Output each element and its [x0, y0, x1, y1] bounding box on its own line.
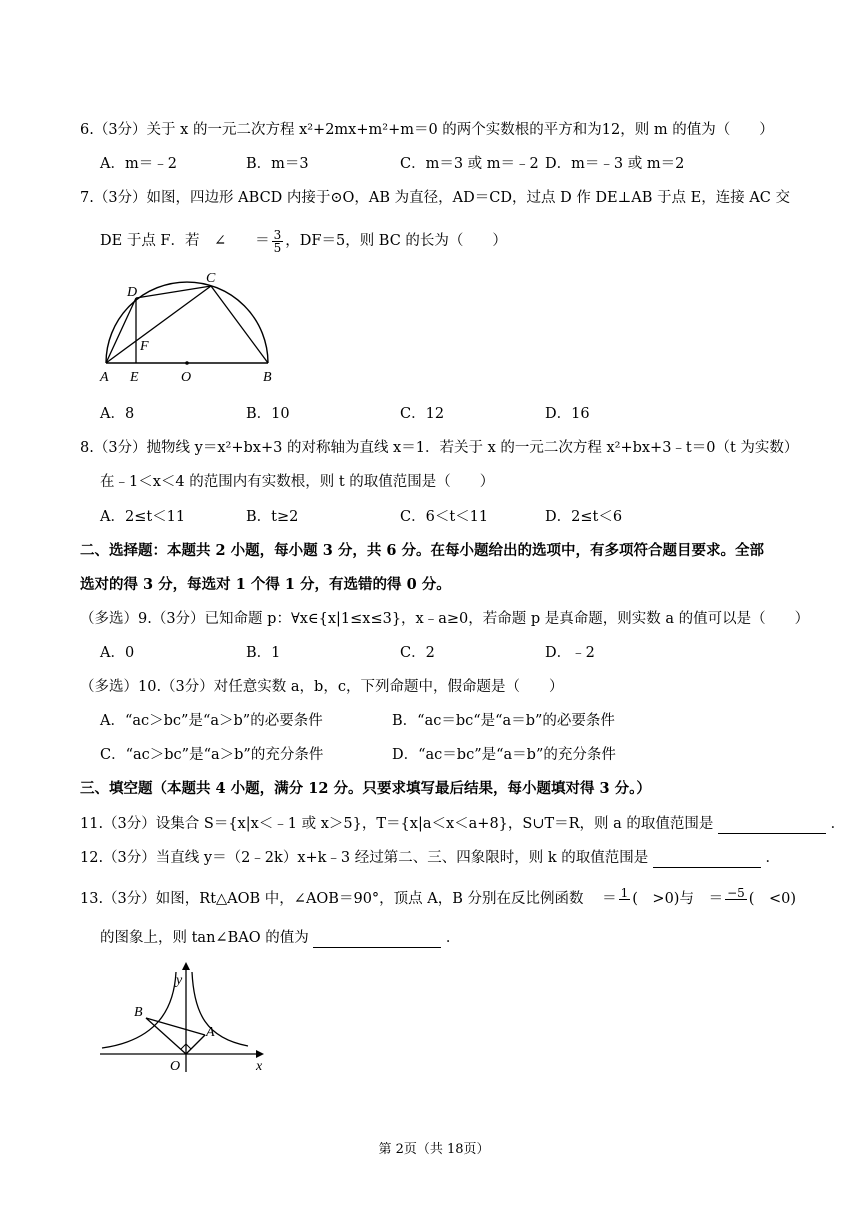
q7-option-d: D．16 [545, 406, 590, 422]
q13-stem-line2: 的图象上，则 tan∠BAO 的值为 [100, 930, 309, 946]
q9-option-b: B．1 [246, 645, 281, 661]
q9-stem: （多选）9.（3分）已知命题 p：∀x∈{x|1≤x≤3}，x﹣a≥0，若命题 p 是真命题，则实数 a 的值可以是（ ） [80, 611, 810, 627]
q13-fraction-1: 1 [620, 885, 629, 900]
q11-line [80, 814, 845, 834]
q13-eq1-lhs: ＝ [602, 891, 617, 907]
q6-option-d: D．m＝﹣3 或 m＝2 [545, 156, 685, 172]
q8-stem-line2: 在﹣1＜x＜4 的范围内有实数根，则 t 的取值范围是（ ） [100, 474, 495, 490]
q7-label-b: B [263, 370, 272, 385]
q7-stem-line1: 7.（3分）如图，四边形 ABCD 内接于⊙O，AB 为直径，AD＝CD，过点 D 作 DE⊥AB 于点 E，连接 AC 交 [80, 190, 790, 206]
q13-f2-tail: ( <0) [748, 891, 796, 907]
q13-label-a: A [206, 1025, 215, 1040]
q7-option-c: C．12 [400, 406, 445, 422]
q6-option-c: C．m＝3 或 m＝﹣2 [400, 156, 539, 172]
q12-tail: ． [765, 850, 780, 866]
q6-option-b: B．m＝3 [246, 156, 309, 172]
q11-tail: ． [830, 816, 846, 832]
q13-stem-line1 [80, 886, 796, 912]
q8-option-c: C．6＜t＜11 [400, 509, 489, 525]
q13-stem-line2-row [100, 928, 460, 948]
q6-stem: 6.（3分）关于 x 的一元二次方程 x²+2mx+m²+m＝0 的两个实数根的平方和为12，则 m 的值为（ ） [80, 122, 774, 138]
q13-f1-tail: ( >0)与 [632, 891, 694, 907]
q10-option-a: A．“ac＞bc”是“a＞b”的必要条件 [100, 713, 323, 729]
q13-answer-blank[interactable] [313, 933, 441, 948]
q12-answer-blank[interactable] [653, 853, 761, 868]
q10-option-b: B．“ac＝bc“是“a＝b”的必要条件 [392, 713, 615, 729]
section2-heading-line1: 二、选择题：本题共 2 小题，每小题 3 分，共 6 分。在每小题给出的选项中，有多项符合题目要求。全部 [80, 542, 765, 559]
q9-option-c: C．2 [400, 645, 435, 661]
q7-stem-line2-b: ，DF＝5，则 BC 的长为（ ） [285, 233, 507, 249]
q12-line [80, 848, 780, 868]
q7-option-a: A．8 [100, 406, 135, 422]
q7-stem-line2-a: DE 于点 F．若 ∠ ＝ [100, 233, 270, 249]
q11-answer-blank[interactable] [718, 819, 826, 834]
section2-heading-line2: 选对的得 3 分，每选对 1 个得 1 分，有选错的得 0 分。 [80, 576, 451, 593]
q10-stem: （多选）10.（3分）对任意实数 a，b，c，下列命题中，假命题是（ ） [80, 679, 564, 695]
q8-option-a: A．2≤t＜11 [100, 509, 186, 525]
q10-option-d: D．“ac＝bc”是“a＝b”的充分条件 [392, 747, 616, 763]
q13-label-o: O [170, 1059, 181, 1074]
q7-fraction: $\frac{3}{5}$ [273, 227, 282, 255]
q7-figure [96, 265, 286, 390]
q9-option-d: D．﹣2 [545, 645, 595, 661]
q7-label-f: F [140, 339, 149, 354]
q13-eq2-lhs: ＝ [708, 891, 724, 907]
q7-label-o: O [181, 370, 192, 385]
q6-option-a: A．m＝﹣2 [100, 156, 177, 172]
q13-label-x: x [256, 1059, 263, 1074]
q13-fraction-2: −5 [727, 885, 745, 900]
q12-stem: 12.（3分）当直线 y＝（2﹣2k）x+k﹣3 经过第二、三、四象限时，则 k 的取值范围是 [80, 850, 649, 866]
q8-option-d: D．2≤t＜6 [545, 509, 623, 525]
q13-label-y: y [176, 973, 183, 988]
q7-label-d: D [127, 285, 138, 300]
q7-option-b: B．10 [246, 406, 290, 422]
q7-label-e: E [130, 370, 139, 385]
q7-label-a: A [100, 370, 109, 385]
q13-label-b: B [134, 1005, 143, 1020]
q13-stem-a: 13.（3分）如图，Rt△AOB 中，∠AOB＝90°，顶点 A，B 分别在反比例函数 [80, 891, 584, 907]
section3-heading: 三、填空题（本题共 4 小题，满分 12 分。只要求填写最后结果，每小题填对得 3 分。） [80, 780, 651, 797]
q7-stem-line2 [100, 228, 507, 254]
q8-option-b: B．t≥2 [246, 509, 299, 525]
q7-label-c: C [206, 271, 216, 286]
q13-figure [98, 958, 268, 1076]
page-footer: 第 2页（共 18页） [378, 1142, 490, 1157]
q9-option-a: A．0 [100, 645, 135, 661]
q8-stem-line1: 8.（3分）抛物线 y＝x²+bx+3 的对称轴为直线 x＝1．若关于 x 的一元二次方程 x²+bx+3﹣t＝0（t 为实数） [80, 440, 799, 456]
q11-stem: 11.（3分）设集合 S＝{x|x＜﹣1 或 x＞5}，T＝{x|a＜x＜a+8}，S∪T＝R，则 a 的取值范围是 [80, 816, 714, 832]
q10-option-c: C．“ac＞bc”是“a＞b”的充分条件 [100, 747, 324, 763]
q13-tail: ． [445, 930, 461, 946]
